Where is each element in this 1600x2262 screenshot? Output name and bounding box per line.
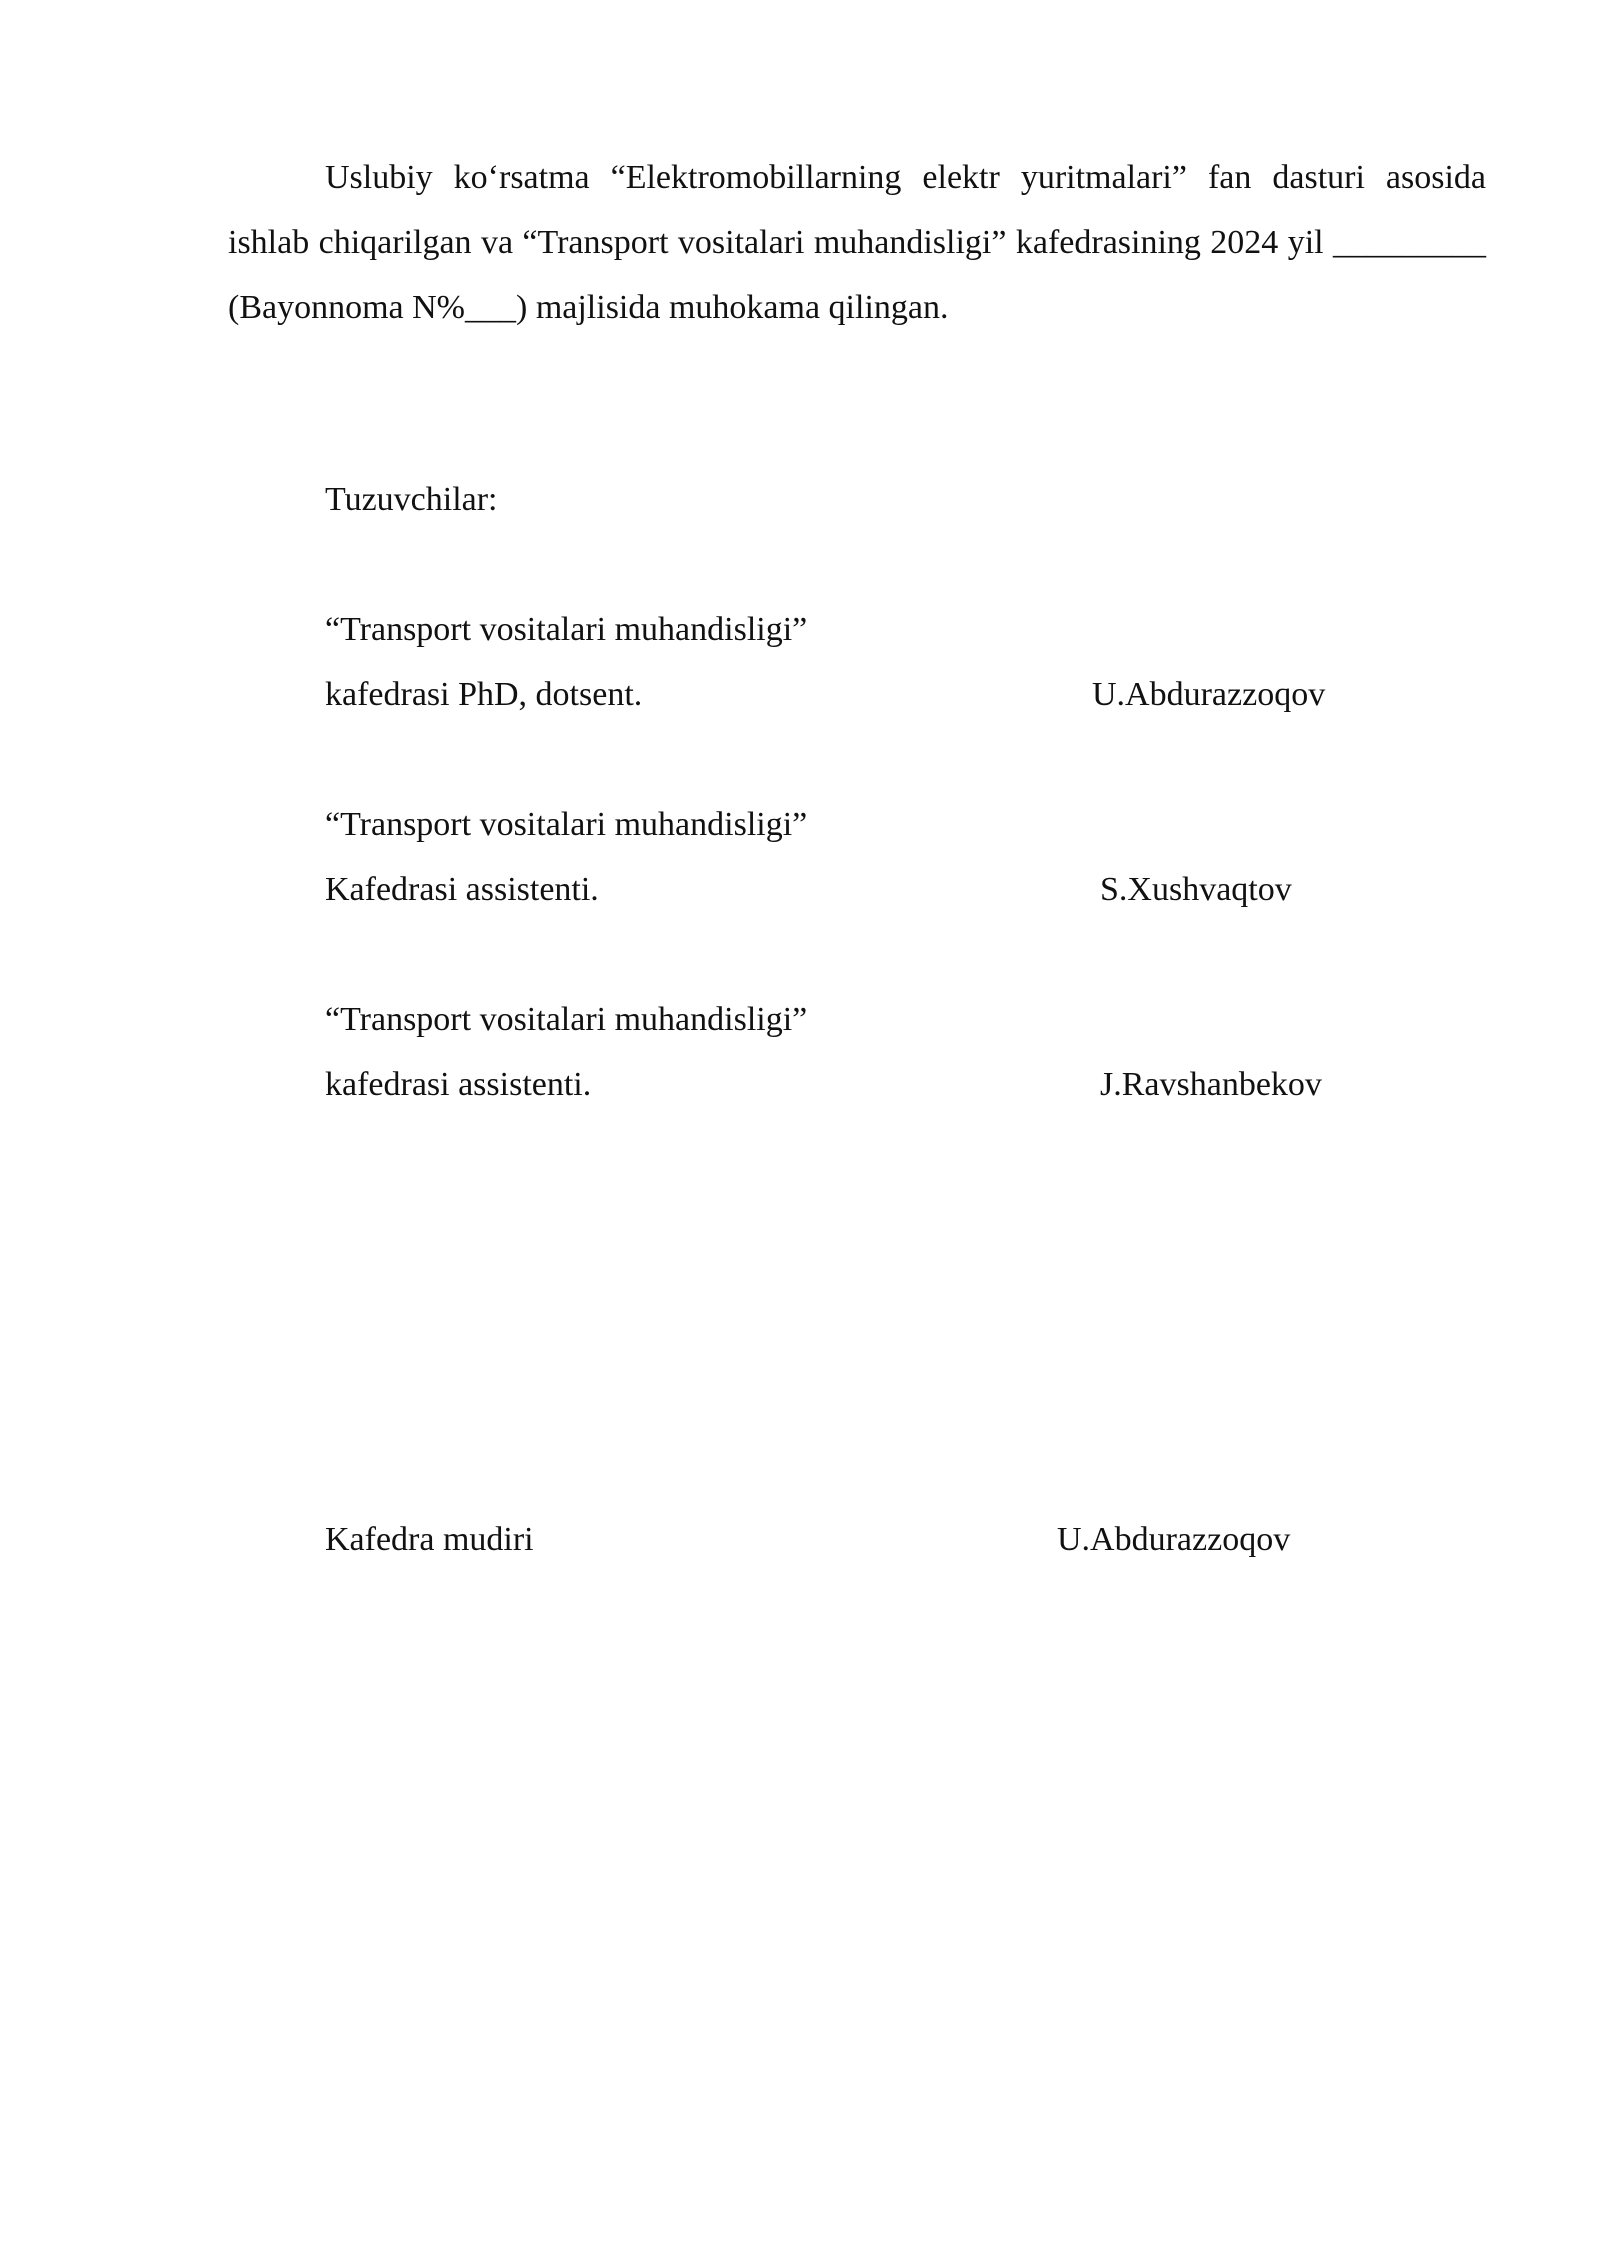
author-1-name: U.Abdurazzoqov bbox=[1092, 676, 1326, 713]
author-3-department: “Transport vositalari muhandisligi” bbox=[325, 1001, 808, 1038]
author-2-position: Kafedrasi assistenti. bbox=[325, 871, 599, 908]
author-2-department: “Transport vositalari muhandisligi” bbox=[325, 806, 808, 843]
authors-heading: Tuzuvchilar: bbox=[325, 481, 498, 518]
author-2-name: S.Xushvaqtov bbox=[1100, 871, 1292, 908]
head-of-department-name: U.Abdurazzoqov bbox=[1057, 1521, 1291, 1558]
author-3-position: kafedrasi assistenti. bbox=[325, 1066, 592, 1103]
author-1-department: “Transport vositalari muhandisligi” bbox=[325, 611, 808, 648]
author-3-name: J.Ravshanbekov bbox=[1100, 1066, 1322, 1103]
head-of-department-title: Kafedra mudiri bbox=[325, 1521, 534, 1558]
author-1-position: kafedrasi PhD, dotsent. bbox=[325, 676, 643, 713]
intro-paragraph: Uslubiy ko‘rsatma “Elektromobillarning elektr yuritmalari” fan dasturi asosida ishlab chiqarilgan va “Transport vositalari muhandisligi” kafedrasining 2024 yil _________ (Bayonnoma N%___) majlisida muhokama qilingan. bbox=[228, 159, 1486, 326]
